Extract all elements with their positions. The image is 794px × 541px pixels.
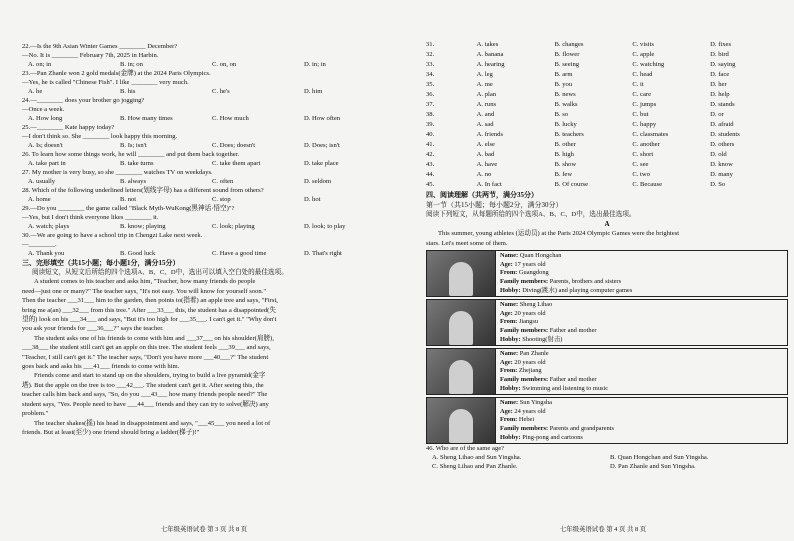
- athlete-photo: [427, 300, 496, 345]
- item: 43.: [426, 161, 435, 168]
- athlete-card: [426, 250, 788, 297]
- athlete-family: Parents, brothers and sisters: [549, 278, 622, 285]
- athlete-card: [426, 397, 788, 444]
- option-d: D. hot: [304, 196, 321, 203]
- option-d: D. face: [710, 71, 730, 78]
- option-d: D. know: [710, 161, 733, 168]
- option-a: A. takes: [476, 41, 499, 48]
- answer-row-34: [426, 70, 788, 80]
- athlete-name: Sun Yingsha: [519, 399, 552, 407]
- option-b: B. know; playing: [120, 223, 166, 230]
- option-c: C. care: [632, 91, 651, 98]
- option-a: A. In fact: [476, 181, 502, 188]
- question-text: 23.—Pan Zhanle won 2 gold medals(金牌) at the 2024 Paris Olympics.: [22, 70, 211, 77]
- athlete-name: Sheng Lihao: [519, 301, 553, 309]
- option-c: C. jumps: [632, 101, 657, 108]
- passage-intro: stars. Let's meet some of them.: [426, 239, 508, 247]
- athlete-info: Name: Sun Yingsha Age: 24 years old From: Hebei Family members: Parents and grandparents Hobby: Ping-pong and cartoons: [500, 399, 614, 441]
- options: [426, 453, 788, 462]
- section-title: 三、完形填空（共15小题；每小题1分，满分15分）: [22, 259, 180, 267]
- answer-row-40: [426, 130, 788, 140]
- option-a: A. How long: [28, 115, 63, 122]
- option-c: C. apple: [632, 51, 655, 58]
- page-footer: 七年级英语试卷 第 4 页 共 8 页: [559, 526, 647, 533]
- option-a: A. friends: [476, 131, 504, 138]
- option-b: B. in; on: [120, 61, 143, 68]
- section-instructions: 阅读短文，从短文后所给的四个选项A、B、C、D中，选出可以填入空白处的最佳选项。: [32, 269, 288, 276]
- question-text: 24.—________ does your brother go jogging?: [22, 97, 145, 104]
- answer-row-37: [426, 100, 788, 110]
- option-d: D. look; to play: [304, 223, 346, 230]
- question-22: [22, 42, 396, 69]
- question-text: —Yes, he is called "Chinese Fish". I like ________ very much.: [22, 79, 189, 86]
- athlete-card: [426, 348, 788, 395]
- answer-row-33: [426, 60, 788, 70]
- option-a: A. he: [28, 88, 43, 95]
- athlete-age: 17 years old: [514, 260, 546, 268]
- passage-intro: This summer, young athletes (运动员) at the Paris 2024 Olympic Games were the brightest: [438, 230, 680, 238]
- item: 37.: [426, 101, 435, 108]
- option-d: D. stands: [710, 101, 735, 108]
- athlete-hobby: Ping-pong and cartoons: [522, 433, 583, 441]
- option-d: D. him: [304, 88, 323, 95]
- item: 42.: [426, 151, 435, 158]
- options: [22, 249, 396, 258]
- option-c: C. see: [632, 161, 649, 168]
- item: 35.: [426, 81, 435, 88]
- question-text: 22.—Is the 9th Asian Winter Games ________ December?: [22, 43, 178, 50]
- athlete-info: Name: Sheng Lihao Age: 20 years old From: Jiangsu Family members: Father and mother Hobby: Shooting(射击): [500, 301, 597, 343]
- option-b: B. Of course: [554, 181, 589, 188]
- options: [22, 114, 396, 123]
- options: [426, 462, 788, 471]
- options: [22, 159, 396, 168]
- option-c: C. on, on: [212, 61, 237, 68]
- question-text: 27. My mother is very busy, so she ________ watches TV on weekdays.: [22, 169, 213, 176]
- option-c: C. it: [632, 81, 644, 88]
- option-b: B. not: [120, 196, 137, 203]
- item: 34.: [426, 71, 435, 78]
- option-b: B. Is; isn't: [120, 142, 147, 149]
- option-c: C. stop: [212, 196, 231, 203]
- answer-row-32: [426, 50, 788, 60]
- option-c: C. Have a good time: [212, 250, 267, 257]
- option-d: D. bird: [710, 51, 729, 58]
- option-b: B. you: [554, 81, 573, 88]
- option-b: B. teachers: [554, 131, 584, 138]
- cloze-answer-options: [426, 40, 788, 190]
- athlete-photo: [427, 398, 496, 443]
- athlete-hobby: Swimming and listening to music: [522, 384, 609, 392]
- option-d: D. or: [710, 111, 724, 118]
- question-text: 26. To learn how some things work, he will ________ and put them back together.: [22, 151, 240, 158]
- option-b: B. seeing: [554, 61, 580, 68]
- option-b: B. take turns: [120, 160, 154, 167]
- question-25: [22, 123, 396, 150]
- option-c: C. short: [632, 151, 654, 158]
- option-d: D. seldom: [304, 178, 332, 185]
- option-d: D. old: [710, 151, 727, 158]
- athlete-photo: [427, 349, 496, 394]
- option-c: C. How much: [212, 115, 249, 122]
- option-d: D. How often: [304, 115, 341, 122]
- passage-letter: A: [604, 220, 610, 229]
- option-d: D. That's right: [304, 250, 342, 257]
- athlete-hobby: Shooting(射击): [522, 335, 563, 343]
- options: [22, 222, 396, 231]
- question-27: [22, 168, 396, 186]
- option-c: C. look; playing: [212, 223, 255, 230]
- option-b: B. his: [120, 88, 136, 95]
- option-a: A. plan: [476, 91, 497, 98]
- question-46: [426, 444, 788, 471]
- option-a: A. Thank you: [28, 250, 65, 257]
- option-d: D. her: [710, 81, 727, 88]
- passage-line: you ask your friends for ___36___?" says the teacher.: [22, 325, 164, 333]
- question-text: 25.—________ Kate happy today?: [22, 124, 115, 131]
- passage-line: goes back and asks his ___41___ friends to come with him.: [22, 363, 180, 371]
- option-d: D. others: [710, 141, 735, 148]
- option-a: A. have: [476, 161, 498, 168]
- answer-row-31: [426, 40, 788, 50]
- question-26: [22, 150, 396, 168]
- option-a: A. leg: [476, 71, 493, 78]
- athlete-age: 20 years old: [514, 358, 546, 366]
- options: [22, 141, 396, 150]
- option-a: A. bad: [476, 151, 495, 158]
- option-c: C. visits: [632, 41, 654, 48]
- option-b: B. Good luck: [120, 250, 156, 257]
- passage-line: Friends come and start to stand up on the shoulders, trying to build a live pyramid(金字: [34, 372, 266, 380]
- athlete-name: Pan Zhanle: [519, 350, 549, 358]
- item: 33.: [426, 61, 435, 68]
- option-d: D. Does; isn't: [304, 142, 340, 149]
- option-a: A. take part in: [28, 160, 66, 167]
- option-a: A. sad: [476, 121, 494, 128]
- passage-line: A student comes to his teacher and asks him, "Teacher, how many friends do people: [34, 278, 256, 286]
- athlete-from: Guangdong: [518, 269, 549, 277]
- item: 44.: [426, 171, 435, 178]
- passage-line: Then the teacher ___31___ him to the garden, then points to(指着) an apple tree and says, "First,: [22, 297, 278, 305]
- option-b: B. lucky: [554, 121, 577, 128]
- option-a: A. no: [476, 171, 492, 178]
- option-c: C. take them apart: [212, 160, 261, 167]
- option-c: C. often: [212, 178, 234, 185]
- option-b: B. news: [554, 91, 576, 98]
- item: 40.: [426, 131, 435, 138]
- athlete-cards: [426, 250, 788, 444]
- question-text: —I don't think so. She ________ look happy this morning.: [22, 133, 178, 140]
- question-text: 30.—We are going to have a school trip in Chengzi Lake next week.: [22, 232, 203, 239]
- item: 45.: [426, 181, 435, 188]
- athlete-info: Name: Pan Zhanle Age: 20 years old From: Zhejiang Family members: Father and mother Hobby: Swimming and listening to music: [500, 350, 609, 392]
- option-b: B. Quan Hongchan and Sun Yingsha.: [610, 454, 709, 462]
- option-b: B. changes: [554, 41, 584, 48]
- options: [22, 60, 396, 69]
- option-a: A. and: [476, 111, 495, 118]
- option-a: A. watch; plays: [28, 223, 70, 230]
- passage-line: The teacher shakes(摇) his head in disappointment and says, "___45___ you need a lot of: [34, 419, 271, 427]
- question-text: —Yes, but I don't think everyone likes ________ it.: [22, 214, 159, 221]
- athlete-family: Parents and grandparents: [549, 425, 614, 432]
- passage-line: 望的) look on his ___34___ and says, "But it's too high for ___35___. I can't get it." "Why don't: [22, 316, 277, 324]
- question-text: 28. Which of the following underlined letters(划线字母) has a different sound from others?: [22, 187, 264, 194]
- question-29: [22, 204, 396, 231]
- answer-row-45: [426, 180, 788, 190]
- option-c: C. watching: [632, 61, 665, 68]
- athlete-hobby: Diving(跳水) and playing computer games: [522, 286, 633, 294]
- option-c: C. Sheng Lihao and Pan Zhanle.: [432, 463, 518, 471]
- question-text: —________.: [22, 241, 57, 248]
- option-a: A. banana: [476, 51, 504, 58]
- section-title: 四、阅读理解（共两节，满分35分）: [426, 191, 538, 199]
- athlete-age: 24 years old: [514, 407, 546, 415]
- answer-row-43: [426, 160, 788, 170]
- option-c: C. head: [632, 71, 653, 78]
- option-c: C. classmates: [632, 131, 669, 138]
- passage-line: teacher calls him back and says, "So, do you ___43___ how many friends people need?" The: [22, 391, 268, 399]
- passage-line: The student asks one of his friends to come with him and ___37___ on his shoulder(肩膀),: [34, 334, 274, 342]
- athlete-family: Father and mother: [549, 376, 597, 383]
- athlete-from: Zhejiang: [518, 367, 542, 375]
- option-b: B. other: [554, 141, 576, 148]
- option-a: A. home: [28, 196, 51, 203]
- athlete-family: Father and mother: [549, 327, 597, 334]
- option-b: B. always: [120, 178, 147, 185]
- option-d: D. afraid: [710, 121, 734, 128]
- question-text: —No. It is ________ February 7th, 2025 in Harbin.: [22, 52, 159, 59]
- option-b: B. arm: [554, 71, 573, 78]
- athlete-name: Quan Hongchan: [519, 252, 562, 260]
- answer-row-36: [426, 90, 788, 100]
- section-instructions: 阅读下列短文，从每题所给的四个选项A、B、C、D中，选出最佳选项。: [426, 211, 636, 218]
- answer-row-39: [426, 120, 788, 130]
- option-b: B. so: [554, 111, 569, 118]
- answer-row-35: [426, 80, 788, 90]
- option-b: B. walks: [554, 101, 578, 108]
- question-30: [22, 231, 396, 258]
- option-b: B. high: [554, 151, 574, 158]
- options: [22, 87, 396, 96]
- athlete-info: Name: Quan Hongchan Age: 17 years old From: Guangdong Family members: Parents, brothers and sisters Hobby: Diving(跳水) and playing computer games: [500, 252, 633, 294]
- option-d: D. saying: [710, 61, 736, 68]
- option-a: A. hearing: [476, 61, 505, 68]
- options: [22, 195, 396, 204]
- passage-line: need—just one or many?" The teacher says, "It's not easy. You will know for yourself soon.": [22, 287, 267, 295]
- option-b: B. flower: [554, 51, 580, 58]
- option-a: A. Sheng Lihao and Sun Yingsha.: [432, 454, 522, 462]
- question-text: —Once a week.: [22, 106, 65, 113]
- item: 36.: [426, 91, 435, 98]
- option-d: D. help: [710, 91, 730, 98]
- option-d: D. So: [710, 181, 726, 188]
- option-c: C. another: [632, 141, 660, 148]
- question-text: 29.—Do you ________ the game called "Black Myth-WuKong(黑神话·悟空)"?: [22, 205, 235, 212]
- question-24: [22, 96, 396, 123]
- option-d: D. many: [710, 171, 733, 178]
- option-d: D. in; in: [304, 61, 326, 68]
- athlete-photo: [427, 251, 496, 296]
- question-28: [22, 186, 396, 204]
- passage-line: "Teacher, I still can't get it." The teacher says, "Don't you have more ___40___?" The student: [22, 353, 269, 361]
- option-d: D. take place: [304, 160, 339, 167]
- options: [22, 177, 396, 186]
- option-a: A. runs: [476, 101, 497, 108]
- item: 38.: [426, 111, 435, 118]
- right-page: [412, 0, 794, 541]
- option-d: D. fixes: [710, 41, 732, 48]
- option-b: B. show: [554, 161, 577, 168]
- question-23: [22, 69, 396, 96]
- passage-line: friends. But at least(至少) one friend should bring a ladder(梯子)!": [22, 428, 200, 436]
- athlete-from: Hebei: [518, 416, 535, 424]
- athlete-age: 20 years old: [514, 309, 546, 317]
- item: 39.: [426, 121, 435, 128]
- option-c: C. he's: [212, 88, 230, 95]
- option-b: B. few: [554, 171, 573, 178]
- section-subtitle: 第一节（共15小题；每小题2分，满分30分）: [426, 201, 563, 209]
- option-c: C. happy: [632, 121, 657, 128]
- passage-line: bring me a(an) ___32___ from this tree." After ___33___ this, the student has a disappointed(失: [22, 306, 276, 314]
- answer-row-41: [426, 140, 788, 150]
- option-b: B. How many times: [120, 115, 173, 122]
- athlete-card: [426, 299, 788, 346]
- option-a: A. Is; doesn't: [28, 142, 63, 149]
- passage-line: 塔). But the apple on the tree is too ___42___. The student can't get it. After seeing this, the: [22, 381, 264, 389]
- option-d: D. students: [710, 131, 740, 138]
- passage-line: problem.": [22, 410, 49, 418]
- passage-line: ___38___ the student still can't get an apple on this tree. The student feels ___39___ and says,: [22, 344, 271, 352]
- option-c: C. Does; doesn't: [212, 142, 256, 149]
- passage-line: student says, "Yes. People need to have ___44___ friends and they can try to solve(解决) any: [22, 400, 269, 408]
- athlete-from: Jiangsu: [518, 318, 539, 326]
- option-a: A. usually: [28, 178, 56, 185]
- page-footer: 七年级英语试卷 第 3 页 共 8 页: [160, 526, 248, 533]
- option-c: C. but: [632, 111, 649, 118]
- option-a: A. me: [476, 81, 493, 88]
- option-a: A. on; in: [28, 61, 52, 68]
- answer-row-38: [426, 110, 788, 120]
- item: 32.: [426, 51, 435, 58]
- item: 31.: [426, 41, 435, 48]
- question-text: 46. Who are of the same age?: [426, 445, 505, 453]
- cloze-passage: [22, 277, 396, 437]
- item: 41.: [426, 141, 435, 148]
- option-d: D. Pan Zhanle and Sun Yingsha.: [610, 463, 696, 471]
- answer-row-42: [426, 150, 788, 160]
- option-a: A. else: [476, 141, 495, 148]
- answer-row-44: [426, 170, 788, 180]
- option-c: C. two: [632, 171, 650, 178]
- option-c: C. Because: [632, 181, 662, 188]
